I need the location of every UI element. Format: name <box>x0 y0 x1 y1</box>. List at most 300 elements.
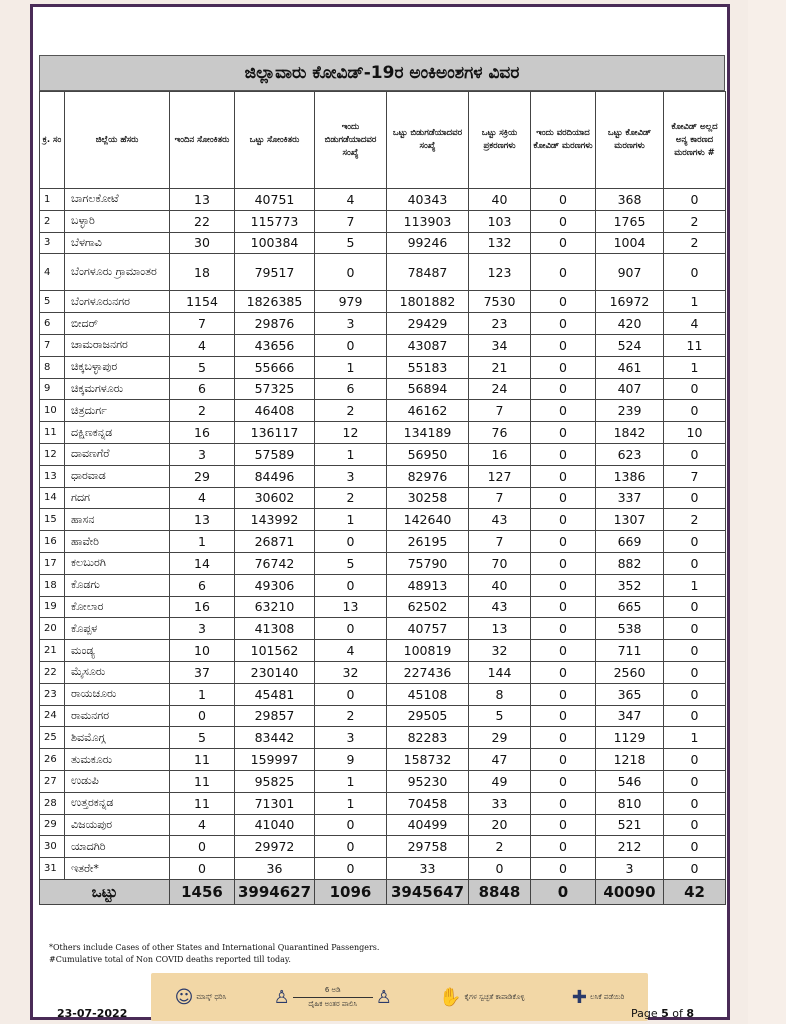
today-deaths: 0 <box>531 400 596 422</box>
today-positive: 4 <box>170 334 235 356</box>
banner-vaccine <box>572 987 624 1008</box>
table-row <box>40 400 726 422</box>
table-row <box>40 858 726 880</box>
total-discharged: 46162 <box>387 400 469 422</box>
today-discharged: 5 <box>315 552 387 574</box>
today-discharged: 32 <box>315 661 387 683</box>
vaccine-icon: ✚ <box>571 986 587 1008</box>
table-row <box>40 291 726 313</box>
active-cases: 127 <box>469 465 531 487</box>
total-positive: 57325 <box>235 378 315 400</box>
today-deaths: 0 <box>531 770 596 792</box>
total-discharged: 113903 <box>387 210 469 232</box>
today-positive: 6 <box>170 574 235 596</box>
header-active: ಒಟ್ಟು ಸಕ್ರಿಯ ಪ್ರಕರಣಗಳು <box>469 92 531 189</box>
active-cases: 7 <box>469 531 531 553</box>
today-discharged: 1 <box>315 509 387 531</box>
total-discharged: 82283 <box>387 727 469 749</box>
non-covid-deaths: 0 <box>664 552 726 574</box>
today-discharged: 0 <box>315 334 387 356</box>
total-discharged: 45108 <box>387 683 469 705</box>
total-positive: 95825 <box>235 770 315 792</box>
today-deaths: 0 <box>531 749 596 771</box>
table-row <box>40 683 726 705</box>
active-cases: 24 <box>469 378 531 400</box>
table-row <box>40 378 726 400</box>
today-positive: 10 <box>170 640 235 662</box>
district-name: ಧಾರವಾಡ <box>65 465 170 487</box>
total-discharged: 56894 <box>387 378 469 400</box>
total-positive: 45481 <box>235 683 315 705</box>
document-page <box>30 4 730 1020</box>
table-row <box>40 727 726 749</box>
person-icon: ♙ <box>273 986 290 1008</box>
table-row <box>40 661 726 683</box>
district-name: ಕೋಲಾರ <box>65 596 170 618</box>
today-positive: 22 <box>170 210 235 232</box>
total-positive: 36 <box>235 858 315 880</box>
total-discharged: 55183 <box>387 356 469 378</box>
total-positive: 71301 <box>235 792 315 814</box>
total-discharged: 40499 <box>387 814 469 836</box>
hand-wash-icon: ✋ <box>439 986 462 1008</box>
row-sl: 13 <box>40 465 65 487</box>
today-deaths: 0 <box>531 210 596 232</box>
today-deaths: 0 <box>531 291 596 313</box>
district-name: ಬಳ್ಳಾರಿ <box>65 210 170 232</box>
total-total-deaths: 40090 <box>596 879 664 904</box>
table-row <box>40 210 726 232</box>
active-cases: 7 <box>469 487 531 509</box>
active-cases: 132 <box>469 232 531 254</box>
total-positive: 1826385 <box>235 291 315 313</box>
today-deaths: 0 <box>531 661 596 683</box>
today-deaths: 0 <box>531 232 596 254</box>
today-deaths: 0 <box>531 509 596 531</box>
today-deaths: 0 <box>531 705 596 727</box>
active-cases: 0 <box>469 858 531 880</box>
total-discharged: 78487 <box>387 254 469 291</box>
total-positive: 55666 <box>235 356 315 378</box>
total-today-discharged: 1096 <box>315 879 387 904</box>
total-discharged: 29505 <box>387 705 469 727</box>
today-discharged: 3 <box>315 727 387 749</box>
total-deaths: 1004 <box>596 232 664 254</box>
active-cases: 5 <box>469 705 531 727</box>
today-discharged: 0 <box>315 683 387 705</box>
table-row <box>40 334 726 356</box>
district-name: ಬಾಗಲಕೋಟೆ <box>65 189 170 211</box>
total-positive: 41040 <box>235 814 315 836</box>
active-cases: 2 <box>469 836 531 858</box>
distance-arrow <box>293 997 373 998</box>
non-covid-deaths: 0 <box>664 254 726 291</box>
total-positive: 29972 <box>235 836 315 858</box>
total-deaths: 1218 <box>596 749 664 771</box>
today-positive: 13 <box>170 189 235 211</box>
total-positive: 29857 <box>235 705 315 727</box>
total-deaths: 365 <box>596 683 664 705</box>
active-cases: 7530 <box>469 291 531 313</box>
row-sl: 19 <box>40 596 65 618</box>
today-discharged: 5 <box>315 232 387 254</box>
covid-guidelines-banner <box>151 973 648 1021</box>
total-label: ಒಟ್ಟು <box>40 879 170 904</box>
background-strip <box>748 0 786 1024</box>
district-name: ಚಿಕ್ಕಬಳ್ಳಾಪುರ <box>65 356 170 378</box>
total-deaths: 907 <box>596 254 664 291</box>
today-positive: 11 <box>170 770 235 792</box>
total-discharged: 134189 <box>387 422 469 444</box>
table-row <box>40 596 726 618</box>
today-positive: 30 <box>170 232 235 254</box>
non-covid-deaths: 0 <box>664 770 726 792</box>
row-sl: 11 <box>40 422 65 444</box>
banner-distance <box>274 986 392 1009</box>
total-deaths: 2560 <box>596 661 664 683</box>
active-cases: 43 <box>469 596 531 618</box>
today-positive: 37 <box>170 661 235 683</box>
total-today-deaths: 0 <box>531 879 596 904</box>
non-covid-deaths: 1 <box>664 574 726 596</box>
total-discharged: 1801882 <box>387 291 469 313</box>
today-positive: 1 <box>170 683 235 705</box>
today-positive: 3 <box>170 618 235 640</box>
table-row <box>40 254 726 291</box>
table-row <box>40 422 726 444</box>
header-today-positive: ಇಂದಿನ ಸೋಂಕಿತರು <box>170 92 235 189</box>
table-title: ಜಿಲ್ಲಾವಾರು ಕೋವಿಡ್-19ರ ಅಂಕಿಅಂಶಗಳ ವಿವರ <box>39 55 725 91</box>
total-deaths: 665 <box>596 596 664 618</box>
today-positive: 13 <box>170 509 235 531</box>
today-positive: 1 <box>170 531 235 553</box>
banner-mask-text: ಮಾಸ್ಕ್ ಧರಿಸಿ <box>196 992 227 1001</box>
active-cases: 43 <box>469 509 531 531</box>
person-icon: ♙ <box>375 986 392 1008</box>
total-positive: 159997 <box>235 749 315 771</box>
district-name: ಕಲಬುರಗಿ <box>65 552 170 574</box>
total-discharged: 48913 <box>387 574 469 596</box>
active-cases: 23 <box>469 313 531 335</box>
total-deaths: 337 <box>596 487 664 509</box>
total-discharged: 75790 <box>387 552 469 574</box>
total-deaths: 1307 <box>596 509 664 531</box>
total-deaths: 1386 <box>596 465 664 487</box>
row-sl: 6 <box>40 313 65 335</box>
total-deaths: 546 <box>596 770 664 792</box>
district-name: ವಿಜಯಪುರ <box>65 814 170 836</box>
row-sl: 15 <box>40 509 65 531</box>
today-discharged: 1 <box>315 792 387 814</box>
total-positive: 83442 <box>235 727 315 749</box>
non-covid-deaths: 2 <box>664 232 726 254</box>
total-positive: 29876 <box>235 313 315 335</box>
active-cases: 20 <box>469 814 531 836</box>
today-positive: 29 <box>170 465 235 487</box>
total-non-covid-deaths: 42 <box>664 879 726 904</box>
total-positive: 26871 <box>235 531 315 553</box>
row-sl: 31 <box>40 858 65 880</box>
non-covid-deaths: 0 <box>664 618 726 640</box>
total-positive: 30602 <box>235 487 315 509</box>
total-deaths: 538 <box>596 618 664 640</box>
row-sl: 1 <box>40 189 65 211</box>
today-discharged: 3 <box>315 313 387 335</box>
row-sl: 30 <box>40 836 65 858</box>
today-deaths: 0 <box>531 683 596 705</box>
today-positive: 4 <box>170 814 235 836</box>
row-sl: 28 <box>40 792 65 814</box>
total-discharged: 62502 <box>387 596 469 618</box>
total-today-positive: 1456 <box>170 879 235 904</box>
today-positive: 6 <box>170 378 235 400</box>
total-deaths: 1765 <box>596 210 664 232</box>
banner-distance-top: 6 ಅಡಿ <box>324 985 341 994</box>
district-name: ದಾವಣಗೆರೆ <box>65 443 170 465</box>
today-deaths: 0 <box>531 313 596 335</box>
header-sl: ಕ್ರ. ಸಂ <box>40 92 65 189</box>
today-discharged: 1 <box>315 356 387 378</box>
table-header-row <box>40 92 726 189</box>
row-sl: 23 <box>40 683 65 705</box>
today-deaths: 0 <box>531 552 596 574</box>
total-deaths: 521 <box>596 814 664 836</box>
row-sl: 5 <box>40 291 65 313</box>
today-discharged: 2 <box>315 400 387 422</box>
non-covid-deaths: 0 <box>664 189 726 211</box>
total-discharged: 99246 <box>387 232 469 254</box>
total-deaths: 420 <box>596 313 664 335</box>
total-positive: 41308 <box>235 618 315 640</box>
row-sl: 3 <box>40 232 65 254</box>
district-name: ಗದಗ <box>65 487 170 509</box>
row-sl: 8 <box>40 356 65 378</box>
table-row <box>40 640 726 662</box>
today-discharged: 4 <box>315 640 387 662</box>
row-sl: 14 <box>40 487 65 509</box>
total-discharged: 82976 <box>387 465 469 487</box>
today-discharged: 2 <box>315 705 387 727</box>
mask-face-icon: ☺ <box>174 986 194 1008</box>
total-discharged: 56950 <box>387 443 469 465</box>
total-positive: 230140 <box>235 661 315 683</box>
today-deaths: 0 <box>531 465 596 487</box>
total-discharged: 227436 <box>387 661 469 683</box>
row-sl: 21 <box>40 640 65 662</box>
total-positive: 101562 <box>235 640 315 662</box>
today-discharged: 0 <box>315 574 387 596</box>
district-name: ತುಮಕೂರು <box>65 749 170 771</box>
total-discharged: 158732 <box>387 749 469 771</box>
header-today-discharged: ಇಂದು ಬಿಡುಗಡೆಯಾದವರ ಸಂಖ್ಯೆ <box>315 92 387 189</box>
total-discharged: 40343 <box>387 189 469 211</box>
header-district: ಜಿಲ್ಲೆಯ ಹೆಸರು <box>65 92 170 189</box>
row-sl: 24 <box>40 705 65 727</box>
non-covid-deaths: 4 <box>664 313 726 335</box>
active-cases: 16 <box>469 443 531 465</box>
today-discharged: 4 <box>315 189 387 211</box>
table-row <box>40 531 726 553</box>
total-deaths: 352 <box>596 574 664 596</box>
footnotes <box>49 942 379 966</box>
non-covid-deaths: 0 <box>664 858 726 880</box>
table-body <box>40 189 726 880</box>
table-row <box>40 443 726 465</box>
today-deaths: 0 <box>531 727 596 749</box>
active-cases: 40 <box>469 189 531 211</box>
district-name: ಚಿತ್ರದುರ್ಗ <box>65 400 170 422</box>
non-covid-deaths: 10 <box>664 422 726 444</box>
today-positive: 5 <box>170 356 235 378</box>
today-discharged: 0 <box>315 618 387 640</box>
today-discharged: 12 <box>315 422 387 444</box>
today-positive: 16 <box>170 422 235 444</box>
today-discharged: 3 <box>315 465 387 487</box>
footnote-non-covid: #Cumulative total of Non COVID deaths reported till today. <box>49 955 291 964</box>
total-positive: 49306 <box>235 574 315 596</box>
non-covid-deaths: 0 <box>664 596 726 618</box>
today-discharged: 7 <box>315 210 387 232</box>
total-deaths: 3 <box>596 858 664 880</box>
non-covid-deaths: 11 <box>664 334 726 356</box>
today-deaths: 0 <box>531 858 596 880</box>
row-sl: 27 <box>40 770 65 792</box>
total-positive: 57589 <box>235 443 315 465</box>
today-deaths: 0 <box>531 334 596 356</box>
total-discharged: 29758 <box>387 836 469 858</box>
footnote-others: *Others include Cases of other States and International Quarantined Passengers. <box>49 943 380 952</box>
active-cases: 103 <box>469 210 531 232</box>
row-sl: 10 <box>40 400 65 422</box>
non-covid-deaths: 0 <box>664 705 726 727</box>
non-covid-deaths: 0 <box>664 443 726 465</box>
total-discharged: 70458 <box>387 792 469 814</box>
today-discharged: 979 <box>315 291 387 313</box>
table-row <box>40 313 726 335</box>
today-positive: 5 <box>170 727 235 749</box>
today-deaths: 0 <box>531 792 596 814</box>
table-row <box>40 705 726 727</box>
today-deaths: 0 <box>531 378 596 400</box>
non-covid-deaths: 2 <box>664 210 726 232</box>
active-cases: 32 <box>469 640 531 662</box>
non-covid-deaths: 0 <box>664 487 726 509</box>
today-positive: 16 <box>170 596 235 618</box>
total-discharged: 29429 <box>387 313 469 335</box>
table-row <box>40 792 726 814</box>
header-total-discharged: ಒಟ್ಟು ಬಿಡುಗಡೆಯಾದವರ ಸಂಖ್ಯೆ <box>387 92 469 189</box>
today-positive: 11 <box>170 792 235 814</box>
total-total-discharged: 3945647 <box>387 879 469 904</box>
total-deaths: 212 <box>596 836 664 858</box>
covid-stats-table <box>39 91 726 905</box>
today-positive: 1154 <box>170 291 235 313</box>
today-positive: 0 <box>170 858 235 880</box>
table-row <box>40 836 726 858</box>
today-discharged: 0 <box>315 836 387 858</box>
total-deaths: 407 <box>596 378 664 400</box>
district-name: ದಕ್ಷಿಣಕನ್ನಡ <box>65 422 170 444</box>
total-positive: 136117 <box>235 422 315 444</box>
district-name: ಇತರೇ* <box>65 858 170 880</box>
row-sl: 26 <box>40 749 65 771</box>
non-covid-deaths: 0 <box>664 378 726 400</box>
total-positive: 79517 <box>235 254 315 291</box>
row-sl: 16 <box>40 531 65 553</box>
today-positive: 2 <box>170 400 235 422</box>
district-name: ಉಡುಪಿ <box>65 770 170 792</box>
total-row <box>40 879 726 904</box>
total-deaths: 16972 <box>596 291 664 313</box>
district-name: ಮೈಸೂರು <box>65 661 170 683</box>
total-deaths: 347 <box>596 705 664 727</box>
row-sl: 17 <box>40 552 65 574</box>
non-covid-deaths: 0 <box>664 400 726 422</box>
non-covid-deaths: 1 <box>664 291 726 313</box>
district-name: ಹಾವೇರಿ <box>65 531 170 553</box>
table-row <box>40 749 726 771</box>
today-deaths: 0 <box>531 814 596 836</box>
table-row <box>40 189 726 211</box>
active-cases: 33 <box>469 792 531 814</box>
district-name: ಕೊಡಗು <box>65 574 170 596</box>
today-deaths: 0 <box>531 356 596 378</box>
today-deaths: 0 <box>531 618 596 640</box>
non-covid-deaths: 0 <box>664 640 726 662</box>
today-positive: 3 <box>170 443 235 465</box>
district-name: ಬೆಂಗಳೂರು ಗ್ರಾಮಾಂತರ <box>65 254 170 291</box>
total-deaths: 368 <box>596 189 664 211</box>
total-deaths: 711 <box>596 640 664 662</box>
active-cases: 123 <box>469 254 531 291</box>
today-positive: 7 <box>170 313 235 335</box>
total-positive: 46408 <box>235 400 315 422</box>
today-positive: 4 <box>170 487 235 509</box>
table-row <box>40 509 726 531</box>
total-deaths: 810 <box>596 792 664 814</box>
table-row <box>40 574 726 596</box>
row-sl: 18 <box>40 574 65 596</box>
today-discharged: 1 <box>315 443 387 465</box>
table-row <box>40 814 726 836</box>
today-deaths: 0 <box>531 596 596 618</box>
active-cases: 49 <box>469 770 531 792</box>
today-deaths: 0 <box>531 422 596 444</box>
today-positive: 0 <box>170 705 235 727</box>
district-name: ಬೆಳಗಾವಿ <box>65 232 170 254</box>
today-deaths: 0 <box>531 189 596 211</box>
total-active: 8848 <box>469 879 531 904</box>
total-total-positive: 3994627 <box>235 879 315 904</box>
total-deaths: 524 <box>596 334 664 356</box>
non-covid-deaths: 2 <box>664 509 726 531</box>
today-positive: 14 <box>170 552 235 574</box>
total-discharged: 26195 <box>387 531 469 553</box>
non-covid-deaths: 0 <box>664 661 726 683</box>
row-sl: 4 <box>40 254 65 291</box>
today-positive: 18 <box>170 254 235 291</box>
non-covid-deaths: 0 <box>664 749 726 771</box>
today-deaths: 0 <box>531 640 596 662</box>
today-discharged: 0 <box>315 254 387 291</box>
district-name: ಶಿವಮೊಗ್ಗ <box>65 727 170 749</box>
district-name: ಕೊಪ್ಪಳ <box>65 618 170 640</box>
header-non-covid-deaths: ಕೋವಿಡ್ ಅಲ್ಲದ ಅನ್ಯ ಕಾರಣದ ಮರಣಗಳು # <box>664 92 726 189</box>
total-deaths: 882 <box>596 552 664 574</box>
today-deaths: 0 <box>531 574 596 596</box>
row-sl: 22 <box>40 661 65 683</box>
total-positive: 84496 <box>235 465 315 487</box>
